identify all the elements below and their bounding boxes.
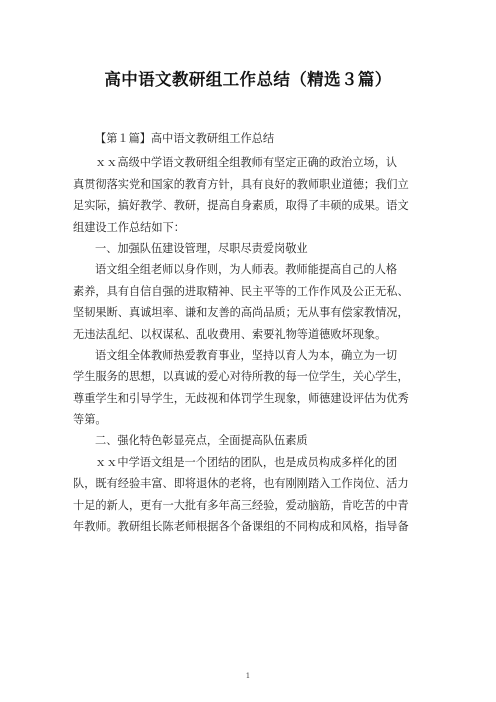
paragraph-line: 组建设工作总结如下： bbox=[73, 220, 185, 234]
document-title: 高中语文教研组工作总结（精选３篇） bbox=[104, 70, 392, 89]
paragraph-line: 十足的新人，更有一大批有多年高三经验，爱动脑筋，肯吃苦的中青 bbox=[73, 498, 409, 512]
paragraph-line: ｘｘ高级中学语文教研组全组教师有坚定正确的政治立场，认 bbox=[95, 156, 398, 170]
paragraph-line: 等第。 bbox=[73, 413, 107, 427]
page-number: 1 bbox=[245, 672, 251, 680]
document-body bbox=[73, 128, 423, 537]
paragraph-line: 学生服务的思想，以真诚的爱心对待所教的每一位学生，关心学生， bbox=[73, 370, 409, 384]
paragraph-line: 无违法乱纪、以权谋私、乱收费用、索要礼物等道德败坏现象。 bbox=[73, 327, 387, 341]
paragraph-line: 坚韧果断、真诚坦率、谦和友善的高尚品质；无从事有偿家教情况， bbox=[73, 306, 409, 320]
paragraph-line: 语文组全组老师以身作则，为人师表。教师能提高自己的人格 bbox=[95, 263, 398, 277]
paragraph-line: 尊重学生和引导学生，无歧视和体罚学生现象，师德建设评估为优秀 bbox=[73, 391, 409, 405]
paragraph-line: 足实际，搞好教学、教研，提高自身素质，取得了丰硕的成果。语文 bbox=[73, 199, 409, 213]
paragraph-line: 语文组全体教师热爱教育事业，坚持以育人为本，确立为一切 bbox=[95, 348, 398, 362]
paragraph-line: 真贯彻落实党和国家的教育方针，具有良好的教师职业道德；我们立 bbox=[73, 177, 409, 191]
paragraph-line: 队，既有经验丰富、即将退休的老将，也有刚刚踏入工作岗位、活力 bbox=[73, 477, 409, 491]
paragraph-line: ｘｘ中学语文组是一个团结的团队，也是成员构成多样化的团 bbox=[95, 455, 398, 469]
paragraph-line: 年教师。教研组长陈老师根据各个备课组的不同构成和风格，指导备 bbox=[73, 520, 409, 534]
section-heading: 【第１篇】高中语文教研组工作总结 bbox=[95, 132, 275, 145]
subheading-line: 二、强化特色彰显亮点，全面提高队伍素质 bbox=[95, 434, 308, 448]
subheading-line: 一、加强队伍建设管理，尽职尽责爱岗敬业 bbox=[95, 241, 308, 255]
paragraph-line: 素养，具有自信自强的进取精神、民主平等的工作作风及公正无私、 bbox=[73, 284, 409, 298]
